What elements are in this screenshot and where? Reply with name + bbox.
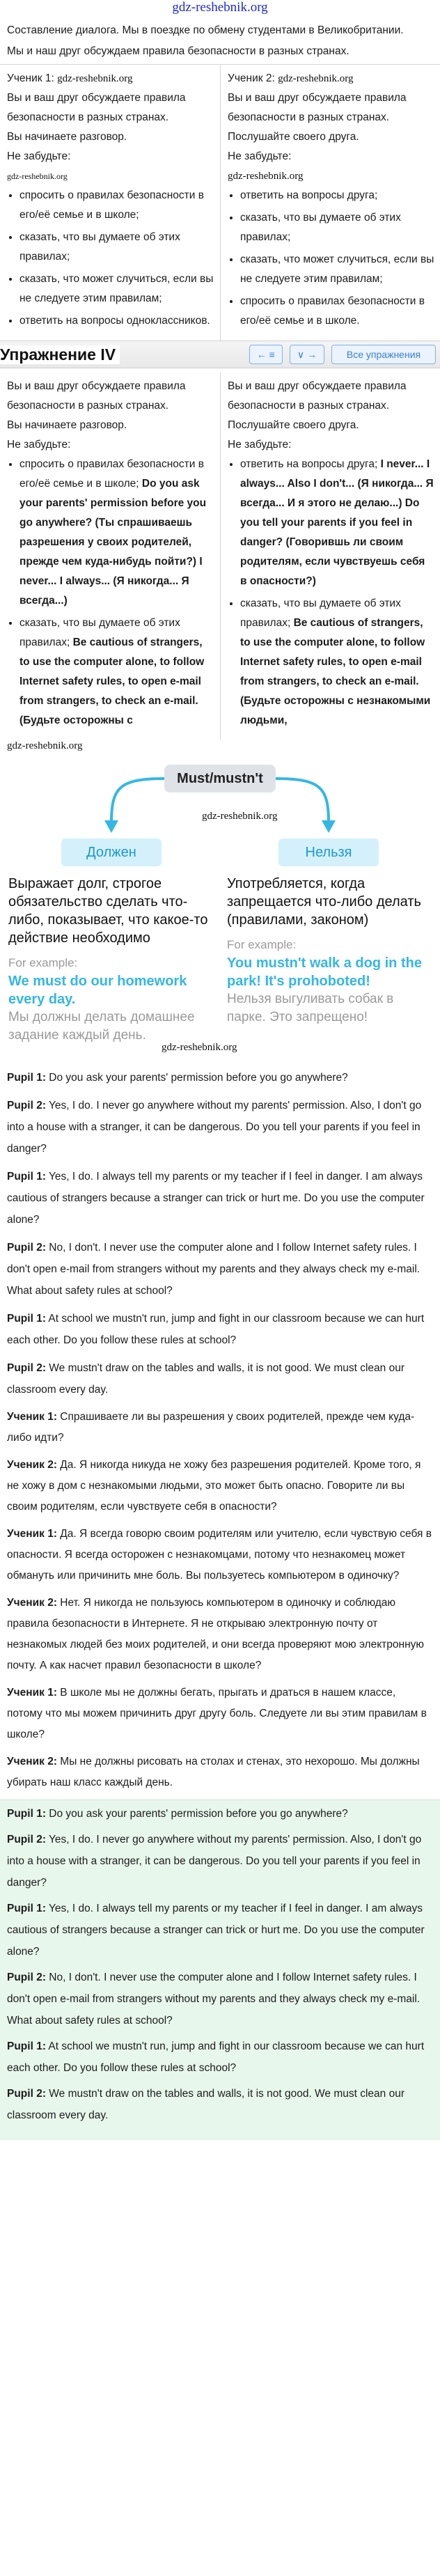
list-item: • спросить о правилах безопасности в его/её семье и в школе; — [19, 186, 214, 225]
must-mustnt-diagram — [0, 760, 440, 1067]
list-item: • спросить о правилах безопасности в его/её семье и в школе; Do you ask your parents' permission before you go anywhere? (Ты спрашиваешь разрешения у своих родителей, прежде чем куда-нибудь пойти?) I never... I always... (Я никогда... Я всегда...) — [19, 455, 214, 611]
list-item: • сказать, что вы думаете об этих правилах; Be cautious of strangers, to use the computer alone, to follow Internet safety rules, to open e-mail from strangers, to check an e-mail. (Будьте осторожны с — [19, 614, 214, 731]
site-title[interactable]: gdz-reshebnik.org — [172, 0, 268, 15]
list-item: • спросить о правилах безопасности в его/её семье и в школе. — [240, 292, 434, 331]
pupil-1-role: Ученик 1: gdz-reshebnik.org — [7, 72, 133, 84]
pupil-1-answer-card — [0, 373, 220, 740]
prev-exercise-button[interactable] — [249, 345, 283, 364]
pupil-1-line: Не забудьте: — [7, 439, 71, 451]
pupil-1-line: Вы начинаете разговор. — [7, 419, 127, 431]
left-arrow-head — [104, 820, 118, 833]
intro-line-2: Мы и наш друг обсуждаем правила безопасности в разных странах. — [7, 45, 349, 57]
left-arrow — [111, 779, 164, 823]
dialog-line: Pupil 2: No, I don't. I never use the computer alone and I follow Internet safety rules. I don't open e-mail from strangers without my parents and they always check my e-mail. What about safety rules at school? — [7, 1242, 421, 1297]
dialog-line: Ученик 2: Мы не должны рисовать на столах и стенах, это нехорошо. Мы должны убирать наш класс каждый день. — [7, 1756, 420, 1788]
pupil-1-line: безопасности в разных странах. — [7, 400, 169, 412]
task-card-table — [0, 64, 440, 341]
list-item: • сказать, что может случиться, если вы не следуете этим правилам; — [19, 270, 214, 309]
pupil-1-line: Не забудьте: — [7, 150, 71, 162]
dialog-russian — [0, 1407, 440, 1793]
right-arrow-head — [322, 820, 336, 833]
list-item: • ответить на вопросы друга; I never... I always... Also I don't... (Я никогда... Я всегда... И я этого не делаю...) Do you tell your parents if you feel in danger? (Говорившь ли своим родителям, если чувствуешь себя в опасности?) — [240, 455, 434, 591]
pupil-2-line: Послушайте своего друга. — [228, 131, 359, 143]
dialog-line: Pupil 2: Yes, I do. I never go anywhere without my parents' permission. Also, I don't go into a house with a stranger, it can be dangerous. Do you tell your parents if you feel in danger? — [7, 1834, 422, 1889]
pupil-1-card — [0, 65, 220, 341]
exercise-toolbar — [0, 341, 440, 368]
pupil-2-line: безопасности в разных странах. — [228, 400, 390, 412]
list-item: • сказать, что вы думаете об этих правилах; — [19, 228, 214, 267]
dialog-line: Ученик 1: Спрашиваете ли вы разрешения у своих родителей, прежде чем куда-либо идти? — [7, 1411, 415, 1444]
exercise-title: Упражнение IV — [0, 345, 120, 364]
pupil-2-line: Вы и ваш друг обсуждаете правила — [228, 380, 407, 392]
pupil-1-line: Вы начинаете разговор. — [7, 131, 127, 143]
must-column — [8, 875, 217, 1045]
dialog-line: Pupil 2: We mustn't draw on the tables and walls, it is not good. We must clean our classroom every day. — [7, 1362, 404, 1396]
mustnt-pill: Нельзя — [278, 838, 379, 866]
dialog-line: Ученик 2: Да. Я никогда никуда не хожу без разрешения родителей. Кроме того, я не хожу в дом с незнакомыми людьми, это может быть опасно. Говорите ли вы своим родителям, если чувствуете себя в опасности? — [7, 1459, 421, 1513]
mustnt-example: You mustn't walk a dog in the park! It's prohoboted! — [227, 955, 422, 989]
dialog-line: Pupil 1: Yes, I do. I always tell my parents or my teacher if I feel in danger. I am always cautious of strangers because a stranger can trick or hurt me. Do you use the computer alone? — [7, 1903, 425, 1958]
watermark: gdz-reshebnik.org — [7, 740, 83, 751]
pupil-1-line: Вы и ваш друг обсуждаете правила — [7, 380, 186, 392]
dialog-line: Pupil 2: Yes, I do. I never go anywhere without my parents' permission. Also, I don't go into a house with a stranger, it can be dangerous. Do you tell your parents if you feel in danger? — [7, 1100, 422, 1155]
dialog-line: Ученик 2: Нет. Я никогда не пользуюсь компьютером в одиночку и соблюдаю правила безопасности в Интернете. Я не открываю электронную почту от незнакомых людей без моих родителей, и они всегда проверяют мою электронную почту. А как насчет правил безопасности в школе? — [7, 1597, 425, 1671]
pupil-1-line: безопасности в разных странах. — [7, 111, 169, 123]
diagram-title: Must/mustn't — [164, 765, 276, 793]
pupil-1-items — [7, 186, 214, 331]
watermark: gdz-reshebnik.org — [202, 811, 278, 822]
pupil-2-card — [220, 65, 440, 341]
must-example: We must do our homework every day. — [8, 974, 187, 1007]
for-example-label: For example: — [8, 956, 78, 969]
right-arrow — [276, 779, 329, 823]
site-header — [0, 0, 440, 18]
pupil-2-line: Не забудьте: — [228, 150, 292, 162]
pupil-2-line: Послушайте своего друга. — [228, 419, 359, 431]
pupil-2-answer-items — [228, 455, 434, 731]
mustnt-column — [227, 875, 436, 1027]
dialog-line: Pupil 1: At school we mustn't run, jump and fight in our classroom because we can hurt each other. Do you follow these rules at school? — [7, 2040, 425, 2074]
next-exercise-button[interactable] — [290, 345, 324, 364]
prev-arrow-icon: ← ≡ — [256, 349, 275, 360]
pupil-2-answer-card — [220, 373, 440, 740]
dialog-line: Pupil 1: At school we mustn't run, jump and fight in our classroom because we can hurt each other. Do you follow these rules at school? — [7, 1313, 425, 1346]
list-item: • ответить на вопросы друга; — [240, 186, 434, 205]
watermark: gdz-reshebnik.org — [7, 171, 68, 181]
pupil-2-line: безопасности в разных странах. — [228, 111, 390, 123]
dialog-line: Pupil 2: No, I don't. I never use the computer alone and I follow Internet safety rules. I don't open e-mail from strangers without my parents and they always check my e-mail. What about safety rules at school? — [7, 1972, 421, 2027]
next-arrow-icon: ∨ → — [297, 348, 317, 360]
answer-block — [0, 1800, 440, 2140]
dialog-line: Ученик 1: В школе мы не должны бегать, прыгать и драться в нашем классе, потому что мы можем причинить друг другу боль. Следуете ли вы этим правилам в школе? — [7, 1687, 427, 1740]
watermark: gdz-reshebnik.org — [278, 73, 354, 84]
must-translation: Мы должны делать домашнее задание каждый день. — [8, 1010, 195, 1043]
mustnt-definition: Употребляется, когда запрещается что-либо делать (правилами, законом) — [227, 876, 421, 928]
list-item: • ответить на вопросы одноклассников. — [19, 311, 214, 331]
dialog-line: Pupil 1: Do you ask your parents' permission before you go anywhere? — [7, 1072, 348, 1084]
list-item: • сказать, что вы думаете об этих правилах; Be cautious of strangers, to use the computer alone, to follow Internet safety rules, to open e-mail from strangers, to check an e-mail. (Будьте осторожны с незнакомыми людьми, — [240, 594, 434, 731]
dialog-english — [0, 1067, 440, 1400]
pupil-1-line: Вы и ваш друг обсуждаете правила — [7, 92, 186, 104]
watermark: gdz-reshebnik.org — [57, 73, 133, 84]
task-card-answers — [0, 373, 440, 740]
pupil-2-items — [228, 186, 434, 331]
list-item: • сказать, что вы думаете об этих правилах; — [240, 208, 434, 247]
all-exercises-button[interactable]: Все упражнения — [331, 345, 436, 364]
must-definition: Выражает долг, строгое обязательство сделать что-либо, показывает, что какое-то действие необходимо — [8, 876, 208, 946]
watermark: gdz-reshebnik.org — [228, 171, 304, 182]
dialog-line: Pupil 1: Yes, I do. I always tell my parents or my teacher if I feel in danger. I am always cautious of strangers because a stranger can trick or hurt me. Do you use the computer alone? — [7, 1171, 425, 1226]
must-pill: Должен — [61, 838, 162, 866]
pupil-1-answer-items — [7, 455, 214, 731]
list-item: • сказать, что может случиться, если вы не следуете этим правилам; — [240, 250, 434, 289]
pupil-2-line: Вы и ваш друг обсуждаете правила — [228, 92, 407, 104]
mustnt-translation: Нельзя выгуливать собак в парке. Это запрещено! — [227, 992, 394, 1024]
pupil-2-role: Ученик 2: gdz-reshebnik.org — [228, 72, 354, 84]
intro-line-1: Составление диалога. Мы в поездке по обмену студентами в Великобритании. — [7, 24, 404, 36]
dialog-line: Pupil 2: We mustn't draw on the tables and walls, it is not good. We must clean our classroom every day. — [7, 2088, 404, 2121]
dialog-line: Ученик 1: Да. Я всегда говорю своим родителям или учителю, если чувствую себя в опасности. Я всегда осторожен с незнакомцами, потому что незнакомец может обмануть или причинить мне боль. Вы пользуетесь компьютером в одиночку? — [7, 1528, 432, 1582]
pupil-2-line: Не забудьте: — [228, 439, 292, 451]
dialog-line: Pupil 1: Do you ask your parents' permission before you go anywhere? — [7, 1808, 348, 1820]
for-example-label: For example: — [227, 938, 297, 951]
task-intro — [0, 18, 440, 60]
watermark: gdz-reshebnik.org — [162, 1042, 237, 1053]
